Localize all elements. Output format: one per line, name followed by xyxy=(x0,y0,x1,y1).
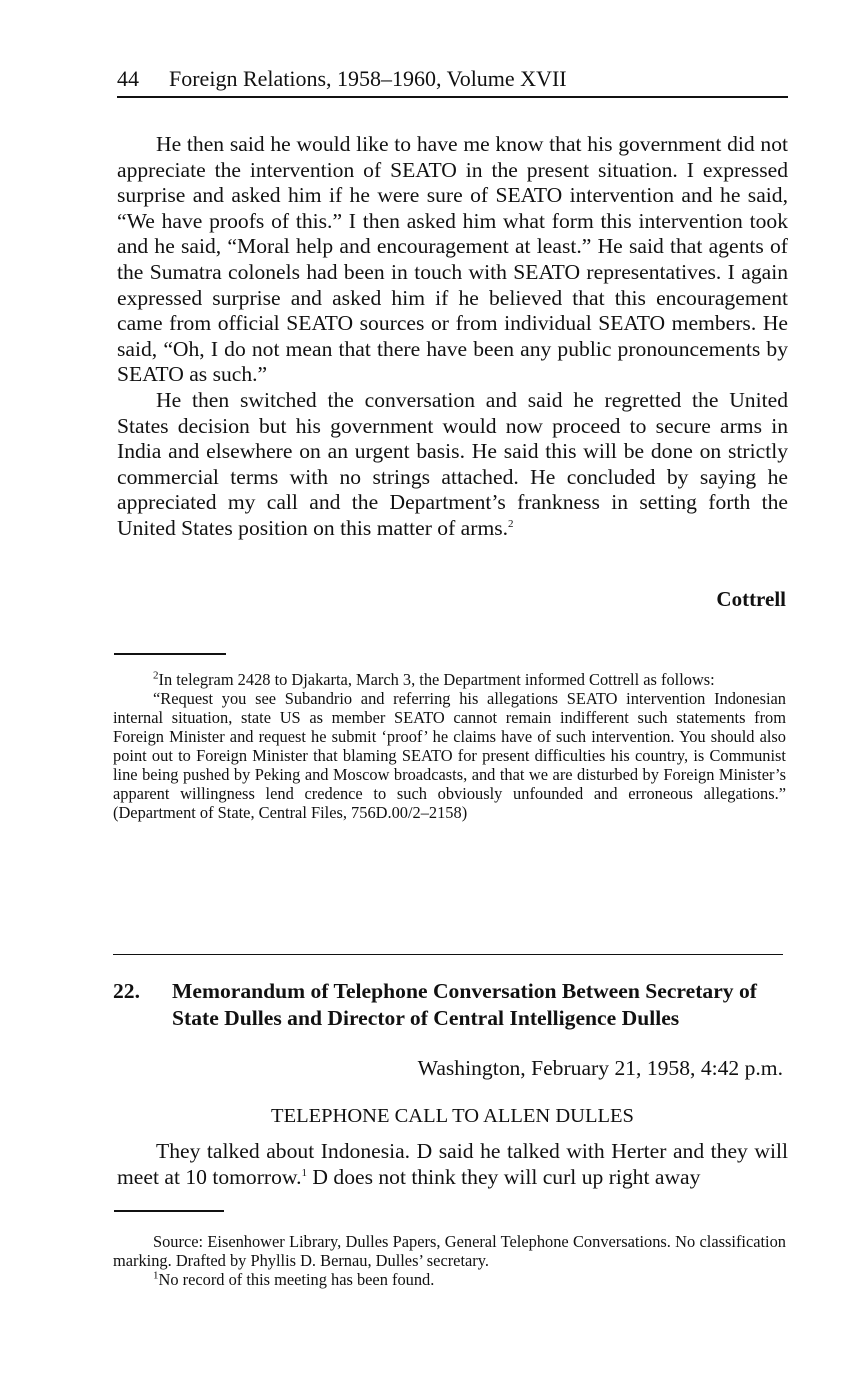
source-note xyxy=(113,1232,786,1289)
dateline: Washington, February 21, 1958, 4:42 p.m. xyxy=(417,1056,783,1080)
paragraph-arms-text: He then switched the conversation and said he regretted the United States decision but his government would now proceed to secure arms in India and elsewhere on an urgent basis. He said this will be done on strictly commercial terms with no strings attached. He concluded by saying he appreciated my call and the Department’s frankness in setting forth the United States position on this matter of arms. xyxy=(117,387,788,540)
footnote-1-marker: 1 xyxy=(153,1269,159,1282)
document-body xyxy=(117,1139,788,1190)
footnote-1 xyxy=(113,1270,786,1289)
paragraph-seato: He then said he would like to have me know that his government did not appreciate the intervention of SEATO in the present situation. I expressed surprise and asked him if he were sure of SEATO intervention and he said, “We have proofs of this.” I then asked him what form this intervention took and he said, “Moral help and encouragement at least.” He said that agents of the Sumatra colonels had been in touch with SEATO representatives. I again expressed surprise and asked him if he believed that this encouragement came from official SEATO sources or from individual SEATO members. He said, “Oh, I do not mean that there have been any public pronouncements by SEATO as such.” xyxy=(117,132,788,387)
paragraph-arms xyxy=(117,388,788,542)
running-header xyxy=(117,64,788,98)
document-text-after: D does not think they will curl up right away xyxy=(312,1164,701,1189)
document-paragraph xyxy=(117,1139,788,1190)
section-divider xyxy=(113,954,783,955)
footnote-2-marker: 2 xyxy=(153,669,159,682)
page-number: 44 xyxy=(117,66,139,91)
footnote-ref-2: 2 xyxy=(508,517,514,530)
volume-title: Foreign Relations, 1958–1960, Volume XVII xyxy=(169,66,567,91)
signature: Cottrell xyxy=(716,587,786,611)
body-text xyxy=(117,132,788,542)
footnote-rule xyxy=(114,653,226,655)
footnote-ref-1: 1 xyxy=(301,1166,307,1179)
subheading: TELEPHONE CALL TO ALLEN DULLES xyxy=(271,1105,634,1127)
source-rule xyxy=(114,1210,224,1212)
footnote-2 xyxy=(113,670,786,822)
footnote-2-intro-text: In telegram 2428 to Djakarta, March 3, the Department informed Cottrell as follows: xyxy=(158,670,715,689)
footnote-2-intro xyxy=(113,670,786,689)
document-text-before: They talked about Indonesia. D said he talked with Herter and they will meet at 10 tomorrow. xyxy=(117,1139,788,1189)
document-number: 22. xyxy=(113,979,140,1003)
document-title: Memorandum of Telephone Conversation Between Secretary of State Dulles and Director of Central Intelligence Dulles xyxy=(172,979,757,1030)
footnote-2-quote: “Request you see Subandrio and referring his allegations SEATO intervention Indonesian internal situation, state US as member SEATO cannot remain indifferent such statements from Foreign Minister and request he submit ‘proof’ he claims have of such intervention. You should also point out to Foreign Minister that blaming SEATO for present difficulties his country, is Communist line being pushed by Peking and Moscow broadcasts, and that we are disturbed by Foreign Minister’s apparent willingness lend credence to such obviously unfounded and erroneous allegations.” (Department of State, Central Files, 756D.00/2–2158) xyxy=(113,689,786,822)
source-note-text: Source: Eisenhower Library, Dulles Papers, General Telephone Conversations. No classification marking. Drafted by Phyllis D. Bernau, Dulles’ secretary. xyxy=(113,1232,786,1270)
document-heading xyxy=(113,978,793,1032)
footnote-1-text: No record of this meeting has been found. xyxy=(158,1270,435,1289)
